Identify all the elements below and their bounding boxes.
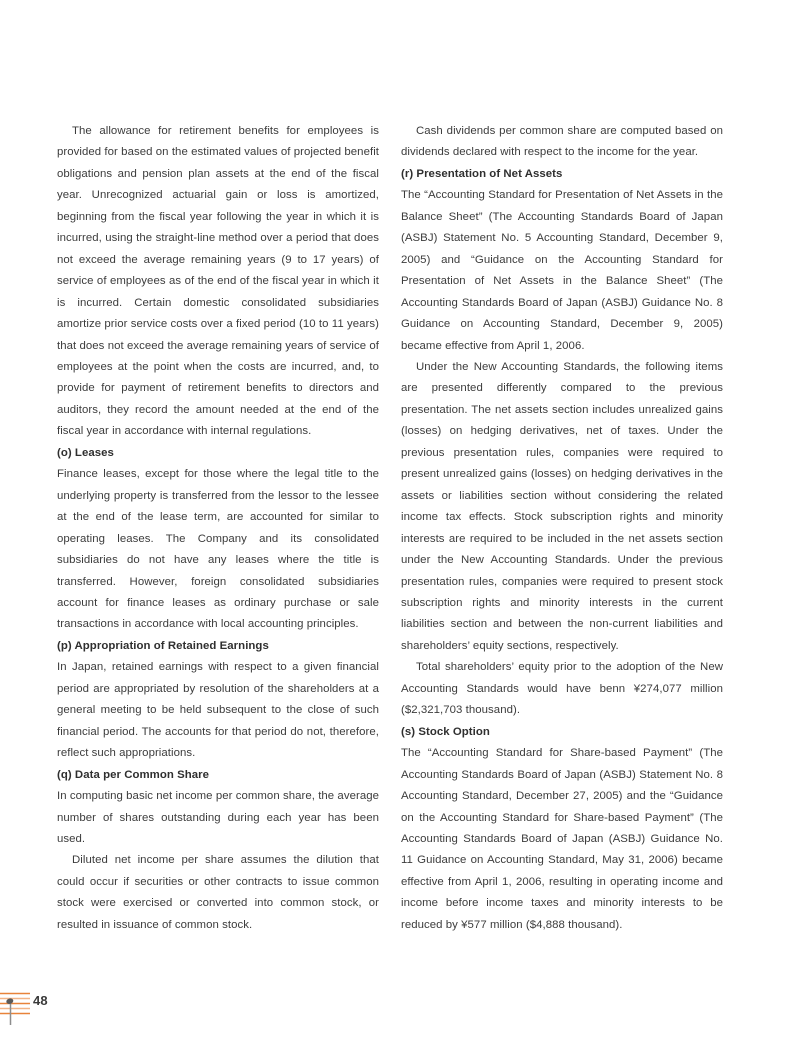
section-heading-leases: (o) Leases xyxy=(57,446,114,459)
section-heading-presentation-of-net-assets: (r) Presentation of Net Assets xyxy=(401,167,563,180)
paragraph-data-per-share-1: In computing basic net income per common share, the average number of shares outstanding during each year has been used. xyxy=(57,790,379,845)
paragraph-data-per-share-2: Diluted net income per share assumes the dilution that could occur if securities or other contracts to issue common stock were exercised or converted into common stock, or resulted in issuance of common stock. xyxy=(57,854,379,931)
page-number: 48 xyxy=(33,993,48,1008)
section-heading-appropriation-retained-earnings: (p) Appropriation of Retained Earnings xyxy=(57,639,269,652)
paragraph-net-assets-3: Total shareholders’ equity prior to the adoption of the New Accounting Standards would have benn ¥274,077 million ($2,321,703 thousand). xyxy=(401,661,723,717)
section-heading-stock-option: (s) Stock Option xyxy=(401,725,490,738)
paragraph-net-assets-1: The “Accounting Standard for Presentation of Net Assets in the Balance Sheet” (The Accounting Standards Board of Japan (ASBJ) Statement No. 5 Accounting Standard, December 9, 2005) and “Guidance on the Accounting Standard for Presentation of Net Assets in the Balance Sheet” (The Accounting Standards Board of Japan (ASBJ) Guidance No. 8 Guidance on Accounting Standard, December 9, 2005) became effective from April 1, 2006. xyxy=(401,189,723,352)
left-text-column xyxy=(57,121,379,936)
section-heading-data-per-common-share: (q) Data per Common Share xyxy=(57,768,210,781)
paragraph-leases-1: Finance leases, except for those where the legal title to the underlying property is transferred from the lessor to the lessee at the end of the lease term, are accounted for similar to operating leases. The Company and its consolidated subsidiaries do not have any leases where the title is transferred. However, foreign consolidated subsidiaries account for finance leases as ordinary purchase or sale transactions in accordance with local accounting principles. xyxy=(57,468,379,631)
paragraph-net-assets-2: Under the New Accounting Standards, the following items are presented differently compared to the previous presentation. The net assets section includes unrealized gains (losses) on hedging derivatives, net of taxes. Under the previous presentation rules, companies were required to present unrealized gains (losses) on hedging derivatives in the assets or liabilities section without considering the related income tax effects. Stock subscription rights and minority interests are required to be included in the net assets section under the New Accounting Standards. Under the previous presentation rules, companies were required to present stock subscription rights and minority interests in the current liabilities section and between the non-current liabilities and shareholders’ equity sections, respectively. xyxy=(401,360,723,652)
page-footer-decoration xyxy=(0,990,120,1041)
paragraph-appropriation-1: In Japan, retained earnings with respect to a given financial period are appropriated by resolution of the shareholders at a general meeting to be held subsequent to the close of such financial period. The accounts for that period do not, therefore, reflect such appropriations. xyxy=(57,661,379,760)
paragraph-cash-dividends: Cash dividends per common share are computed based on dividends declared with respect to the income for the year. xyxy=(401,125,723,159)
right-text-column xyxy=(401,121,723,936)
paragraph-stock-option-1: The “Accounting Standard for Share-based Payment” (The Accounting Standards Board of Japan (ASBJ) Statement No. 8 Accounting Standard, December 27, 2005) and the “Guidance on the Accounting Standard for Share-based Payment” (The Accounting Standards Board of Japan (ASBJ) Guidance No. 11 Guidance on Accounting Standard, May 31, 2006) became effective from April 1, 2006, resulting in operating income and income before income taxes and minority interests to be reduced by ¥577 million ($4,888 thousand). xyxy=(401,747,723,931)
paragraph-retirement-benefits: The allowance for retirement benefits for employees is provided for based on the estimated values of projected benefit obligations and pension plan assets at the end of the fiscal year. Unrecognized actuarial gain or loss is amortized, beginning from the fiscal year following the year in which it is incurred, using the straight-line method over a period that does not exceed the average remaining years (9 to 17 years) of service of employees as of the end of the fiscal year in which it is incurred. Certain domestic consolidated subsidiaries amortize prior service costs over a fixed period (10 to 11 years) that does not exceed the average remaining years of service of employees at the point when the costs are incurred, and, to provide for payment of retirement benefits to directors and auditors, they record the amount needed at the end of the fiscal year in accordance with internal regulations. xyxy=(57,125,379,438)
